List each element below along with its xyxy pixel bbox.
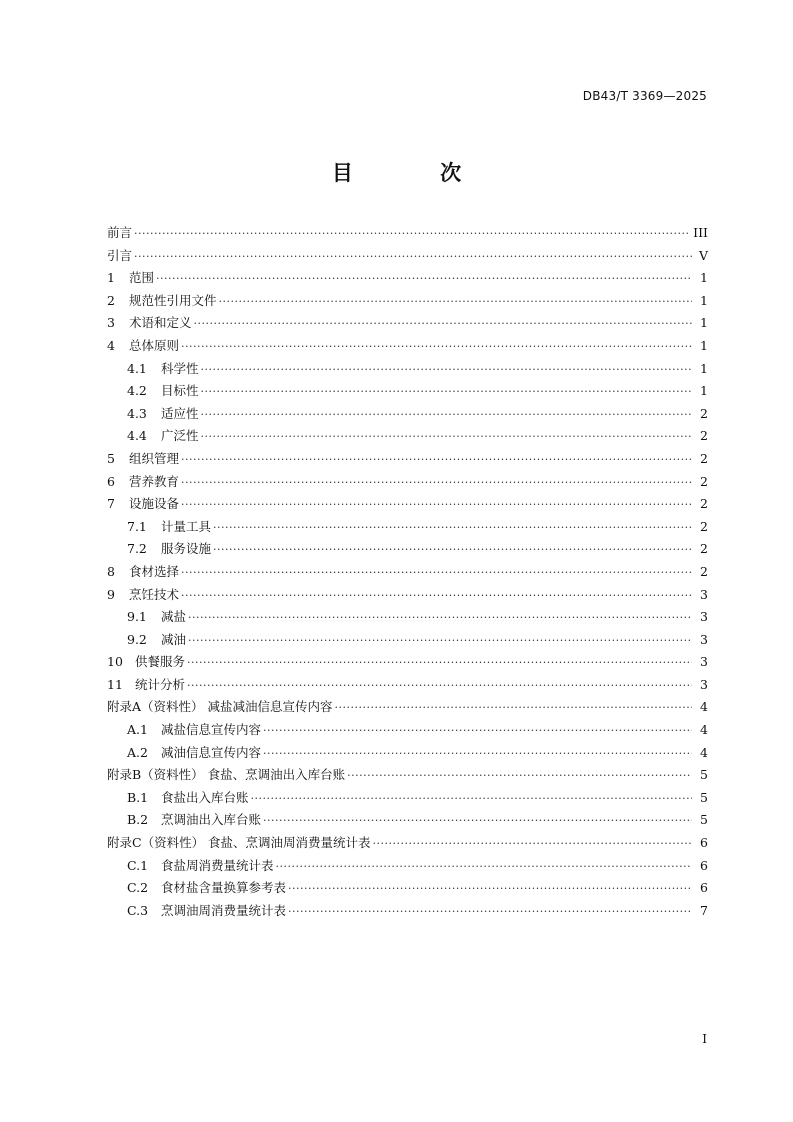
toc-entry-page: 6 [700, 835, 708, 851]
toc-entry-label: 目标性 [161, 383, 199, 399]
toc-leader-dots [181, 585, 692, 608]
toc-entry[interactable] [107, 267, 708, 290]
toc-entry-number: 6 [107, 473, 115, 489]
toc-leader-dots [276, 856, 692, 879]
toc-entry[interactable] [107, 606, 708, 629]
toc-entry-label: 科学性 [161, 360, 199, 376]
toc-entry-number: B.1 [127, 789, 149, 805]
toc-leader-dots [181, 449, 692, 472]
toc-entry-number: C.1 [127, 857, 149, 873]
toc-entry-page: 2 [700, 563, 708, 579]
toc-entry-number: 5 [107, 450, 115, 466]
toc-leader-dots [201, 359, 692, 382]
toc-leader-dots [213, 539, 692, 562]
toc-leader-dots [288, 878, 692, 901]
toc-entry[interactable] [107, 719, 708, 742]
toc-entry[interactable] [107, 855, 708, 878]
toc-entry-page: 1 [700, 270, 708, 286]
toc-entry-number: 7 [107, 496, 115, 512]
toc-entry-page: 3 [700, 609, 708, 625]
toc-entry-page: 3 [700, 676, 708, 692]
toc-entry[interactable] [107, 809, 708, 832]
toc-leader-dots [194, 313, 692, 336]
toc-entry[interactable] [107, 584, 708, 607]
toc-entry-number: 9.1 [127, 609, 147, 625]
toc-entry-label: 引言 [107, 247, 133, 263]
toc-entry-number: 7.1 [127, 518, 147, 534]
document-code: DB43/T 3369—2025 [582, 89, 707, 103]
toc-entry[interactable] [107, 538, 708, 561]
toc-leader-dots [251, 788, 692, 811]
toc-entry-label: 减盐信息宣传内容 [161, 722, 262, 738]
toc-entry[interactable] [107, 832, 708, 855]
toc-leader-dots [213, 517, 692, 540]
toc-leader-dots [263, 720, 692, 743]
toc-entry-page: 2 [700, 473, 708, 489]
toc-entry-label: 减油信息宣传内容 [161, 744, 262, 760]
toc-entry[interactable] [107, 651, 708, 674]
toc-entry[interactable] [107, 290, 708, 313]
page-number: I [702, 1032, 707, 1046]
toc-entry-page: 2 [700, 518, 708, 534]
page-title: 目 次 [331, 161, 502, 185]
toc-entry-label: 营养教育 [129, 473, 180, 489]
toc-entry-number: 2 [107, 292, 115, 308]
toc-entry-label: 组织管理 [129, 450, 180, 466]
toc-leader-dots [263, 743, 692, 766]
toc-entry[interactable] [107, 629, 708, 652]
toc-entry-label: 食材选择 [129, 563, 180, 579]
toc-leader-dots [188, 607, 692, 630]
toc-entry-number: 9.2 [127, 631, 147, 647]
toc-entry[interactable] [107, 471, 708, 494]
toc-entry[interactable] [107, 561, 708, 584]
toc-entry-number: 7.2 [127, 541, 147, 557]
toc-entry-page: 4 [700, 744, 708, 760]
toc-entry-label: 附录B（资料性） 食盐、烹调油出入库台账 [107, 767, 346, 783]
toc-entry-number: A.2 [127, 744, 148, 760]
toc-entry-label: 统计分析 [135, 676, 186, 692]
toc-entry-label: 规范性引用文件 [129, 292, 217, 308]
toc-entry-label: 计量工具 [161, 518, 212, 534]
toc-entry[interactable] [107, 877, 708, 900]
toc-entry-label: 广泛性 [161, 428, 199, 444]
table-of-contents [107, 222, 708, 922]
toc-entry-label: 食材盐含量换算参考表 [161, 880, 287, 896]
toc-entry-number: 8 [107, 563, 115, 579]
toc-entry[interactable] [107, 787, 708, 810]
toc-leader-dots [181, 562, 692, 585]
toc-entry-label: 前言 [107, 225, 133, 240]
toc-entry-label: 供餐服务 [135, 654, 186, 670]
toc-leader-dots [201, 404, 692, 427]
toc-entry-page: 1 [700, 315, 708, 331]
toc-entry-page: 1 [700, 383, 708, 399]
toc-leader-dots [188, 630, 692, 653]
toc-entry[interactable] [107, 425, 708, 448]
toc-entry-number: 4.3 [127, 405, 147, 421]
toc-entry[interactable] [107, 335, 708, 358]
toc-entry-number: A.1 [127, 722, 148, 738]
toc-entry-number: 3 [107, 315, 115, 331]
toc-entry-page: 3 [700, 586, 708, 602]
toc-entry[interactable] [107, 448, 708, 471]
toc-entry-page: 5 [700, 812, 708, 828]
toc-leader-dots [181, 472, 692, 495]
toc-entry-label: 设施设备 [129, 496, 180, 512]
toc-entry-page: 2 [700, 428, 708, 444]
toc-entry-page: 2 [700, 450, 708, 466]
toc-entry-number: 9 [107, 586, 115, 602]
toc-entry-page: 5 [700, 789, 708, 805]
toc-entry[interactable] [107, 245, 708, 268]
toc-entry-page: 6 [700, 857, 708, 873]
toc-entry-number: 4.4 [127, 428, 147, 444]
toc-entry-number: B.2 [127, 812, 149, 828]
toc-leader-dots [347, 765, 692, 788]
toc-leader-dots [134, 246, 692, 269]
toc-entry-number: 1 [107, 270, 115, 286]
toc-entry-page: 4 [700, 699, 708, 715]
toc-leader-dots [288, 901, 692, 924]
toc-entry-number: C.2 [127, 880, 149, 896]
toc-entry-page: 7 [700, 902, 708, 918]
toc-leader-dots [263, 810, 692, 833]
toc-entry-page: III [693, 225, 708, 240]
toc-entry-number: 4 [107, 337, 115, 353]
toc-entry[interactable] [107, 764, 708, 787]
toc-entry-page: 3 [700, 654, 708, 670]
toc-leader-dots [181, 336, 692, 359]
toc-entry[interactable] [107, 696, 708, 719]
toc-entry[interactable] [107, 742, 708, 765]
toc-leader-dots [201, 381, 692, 404]
toc-entry-number: 4.1 [127, 360, 147, 376]
toc-entry-number: 11 [107, 676, 123, 692]
toc-entry-page: 5 [700, 767, 708, 783]
toc-entry[interactable] [107, 674, 708, 697]
toc-entry[interactable] [107, 222, 708, 245]
toc-entry-label: 附录A（资料性） 减盐减油信息宣传内容 [107, 699, 333, 715]
toc-entry-label: 烹调油周消费量统计表 [161, 902, 287, 918]
toc-entry-page: 6 [700, 880, 708, 896]
toc-entry[interactable] [107, 900, 708, 923]
toc-entry-number: 4.2 [127, 383, 147, 399]
toc-entry-page: 2 [700, 496, 708, 512]
toc-entry-label: 服务设施 [161, 541, 212, 557]
toc-entry-page: 1 [700, 292, 708, 308]
toc-leader-dots [187, 652, 692, 675]
toc-entry-number: 10 [107, 654, 123, 670]
toc-entry[interactable] [107, 516, 708, 539]
toc-entry-page: 3 [700, 631, 708, 647]
toc-leader-dots [187, 675, 692, 698]
toc-leader-dots [181, 494, 692, 517]
toc-entry-page: 2 [700, 405, 708, 421]
toc-entry-page: 4 [700, 722, 708, 738]
toc-entry-page: 1 [700, 360, 708, 376]
toc-entry[interactable] [107, 380, 708, 403]
toc-entry-number: C.3 [127, 902, 149, 918]
toc-entry-page: V [698, 247, 708, 263]
toc-entry-label: 减盐 [161, 609, 187, 625]
toc-leader-dots [201, 426, 692, 449]
toc-entry-page: 1 [700, 337, 708, 353]
toc-entry-label: 减油 [161, 631, 187, 647]
toc-entry-label: 食盐周消费量统计表 [161, 857, 274, 873]
toc-entry[interactable] [107, 403, 708, 426]
toc-entry-label: 术语和定义 [129, 315, 192, 331]
toc-entry-page: 2 [700, 541, 708, 557]
toc-leader-dots [134, 223, 689, 246]
toc-entry-label: 附录C（资料性） 食盐、烹调油周消费量统计表 [107, 835, 371, 851]
toc-entry-label: 食盐出入库台账 [161, 789, 249, 805]
toc-leader-dots [335, 697, 692, 720]
toc-entry-label: 烹调油出入库台账 [161, 812, 262, 828]
toc-leader-dots [219, 291, 692, 314]
toc-entry-label: 适应性 [161, 405, 199, 421]
toc-entry[interactable] [107, 493, 708, 516]
toc-entry[interactable] [107, 312, 708, 335]
toc-leader-dots [156, 268, 692, 291]
toc-entry[interactable] [107, 358, 708, 381]
toc-entry-label: 总体原则 [129, 337, 180, 353]
toc-leader-dots [373, 833, 692, 856]
toc-entry-label: 烹饪技术 [129, 586, 180, 602]
toc-entry-label: 范围 [129, 270, 155, 286]
